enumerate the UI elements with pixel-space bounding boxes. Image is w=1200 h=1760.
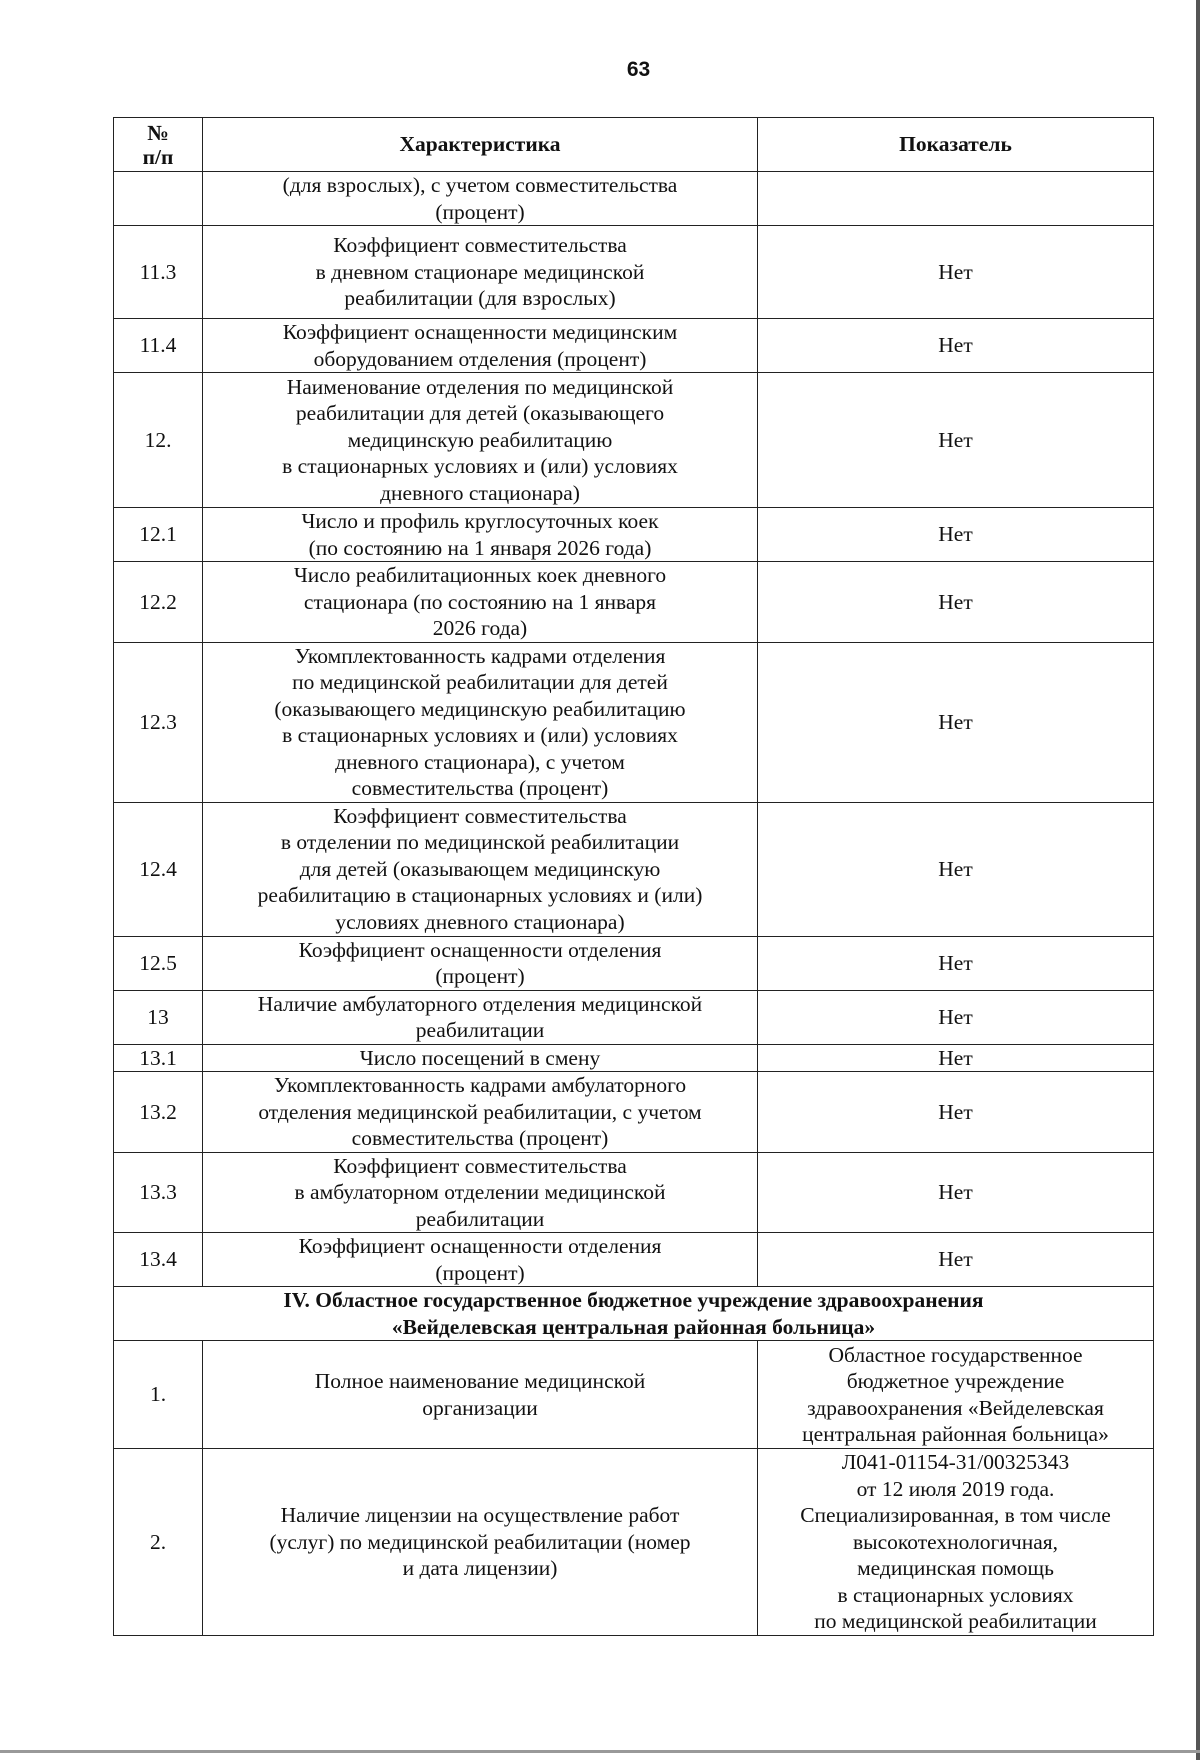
- cell-characteristic: Наличие лицензии на осуществление работ (услуг) по медицинской реабилитации (номер и дата лицензии): [203, 1449, 758, 1636]
- cell-indicator: Областное государственное бюджетное учреждение здравоохранения «Вейделевская центральная районная больница»: [758, 1341, 1154, 1449]
- cell-characteristic: Укомплектованность кадрами амбулаторного отделения медицинской реабилитации, с учетом совместительства (процент): [203, 1072, 758, 1153]
- cell-indicator: Нет: [758, 1233, 1154, 1287]
- section-row: [114, 1287, 1154, 1341]
- cell-num: 12.1: [114, 508, 203, 562]
- cell-num: 12.4: [114, 802, 203, 936]
- cell-indicator: Нет: [758, 1152, 1154, 1233]
- section-title: IV. Областное государственное бюджетное учреждение здравоохранения «Вейделевская центральная районная больница»: [114, 1287, 1154, 1341]
- table-row: [114, 1152, 1154, 1233]
- cell-indicator: Л041-01154-31/00325343 от 12 июля 2019 года. Специализированная, в том числе высокотехнологичная, медицинская помощь в стационарных условиях по медицинской реабилитации: [758, 1449, 1154, 1636]
- cell-characteristic: Укомплектованность кадрами отделения по медицинской реабилитации для детей (оказывающего медицинскую реабилитацию в стационарных условиях и (или) условиях дневного стационара), с учетом совместительства (процент): [203, 642, 758, 802]
- cell-num: 12.: [114, 373, 203, 508]
- cell-indicator: Нет: [758, 642, 1154, 802]
- cell-num: 12.3: [114, 642, 203, 802]
- table-row: [114, 1449, 1154, 1636]
- cell-characteristic: Коэффициент оснащенности отделения (процент): [203, 1233, 758, 1287]
- table-row: [114, 172, 1154, 226]
- cell-num: 12.2: [114, 562, 203, 643]
- cell-indicator: Нет: [758, 1044, 1154, 1072]
- cell-characteristic: Коэффициент совместительства в отделении по медицинской реабилитации для детей (оказывающем медицинскую реабилитацию в стационарных условиях и (или) условиях дневного стационара): [203, 802, 758, 936]
- cell-num: 13.4: [114, 1233, 203, 1287]
- page-number: 63: [626, 58, 651, 81]
- table-row: [114, 373, 1154, 508]
- cell-characteristic: Коэффициент совместительства в амбулаторном отделении медицинской реабилитации: [203, 1152, 758, 1233]
- table-header-row: [114, 118, 1154, 172]
- scan-edge-right: [1196, 0, 1200, 1760]
- cell-indicator: Нет: [758, 936, 1154, 990]
- cell-num: 13.3: [114, 1152, 203, 1233]
- cell-indicator: Нет: [758, 990, 1154, 1044]
- cell-indicator: Нет: [758, 562, 1154, 643]
- table-row: [114, 508, 1154, 562]
- cell-num: 12.5: [114, 936, 203, 990]
- cell-characteristic: (для взрослых), с учетом совместительства (процент): [203, 172, 758, 226]
- cell-indicator: Нет: [758, 373, 1154, 508]
- cell-num: 13: [114, 990, 203, 1044]
- cell-characteristic: Число реабилитационных коек дневного стационара (по состоянию на 1 января 2026 года): [203, 562, 758, 643]
- table-row: [114, 562, 1154, 643]
- cell-characteristic: Коэффициент оснащенности отделения (процент): [203, 936, 758, 990]
- table-row: [114, 802, 1154, 936]
- cell-characteristic: Коэффициент совместительства в дневном стационаре медицинской реабилитации (для взрослых): [203, 226, 758, 319]
- cell-num: 13.1: [114, 1044, 203, 1072]
- cell-characteristic: Число и профиль круглосуточных коек (по состоянию на 1 января 2026 года): [203, 508, 758, 562]
- cell-num: [114, 172, 203, 226]
- table-row: [114, 1233, 1154, 1287]
- cell-characteristic: Коэффициент оснащенности медицинским оборудованием отделения (процент): [203, 319, 758, 373]
- data-table: [113, 117, 1154, 1636]
- table-row: [114, 226, 1154, 319]
- cell-indicator: Нет: [758, 802, 1154, 936]
- cell-characteristic: Наименование отделения по медицинской реабилитации для детей (оказывающего медицинскую реабилитацию в стационарных условиях и (или) условиях дневного стационара): [203, 373, 758, 508]
- cell-num: 13.2: [114, 1072, 203, 1153]
- table-row: [114, 1044, 1154, 1072]
- cell-indicator: Нет: [758, 319, 1154, 373]
- header-num: № п/п: [114, 118, 203, 172]
- cell-characteristic: Число посещений в смену: [203, 1044, 758, 1072]
- cell-characteristic: Полное наименование медицинской организации: [203, 1341, 758, 1449]
- table-row: [114, 936, 1154, 990]
- cell-indicator: Нет: [758, 226, 1154, 319]
- cell-num: 1.: [114, 1341, 203, 1449]
- cell-num: 11.3: [114, 226, 203, 319]
- cell-characteristic: Наличие амбулаторного отделения медицинской реабилитации: [203, 990, 758, 1044]
- table-row: [114, 1072, 1154, 1153]
- header-indicator: Показатель: [758, 118, 1154, 172]
- table-row: [114, 642, 1154, 802]
- table-row: [114, 319, 1154, 373]
- cell-indicator: Нет: [758, 508, 1154, 562]
- cell-num: 11.4: [114, 319, 203, 373]
- cell-indicator: [758, 172, 1154, 226]
- table-row: [114, 1341, 1154, 1449]
- table-row: [114, 990, 1154, 1044]
- cell-num: 2.: [114, 1449, 203, 1636]
- cell-indicator: Нет: [758, 1072, 1154, 1153]
- scan-edge-bottom: [0, 1750, 1200, 1753]
- header-characteristic: Характеристика: [203, 118, 758, 172]
